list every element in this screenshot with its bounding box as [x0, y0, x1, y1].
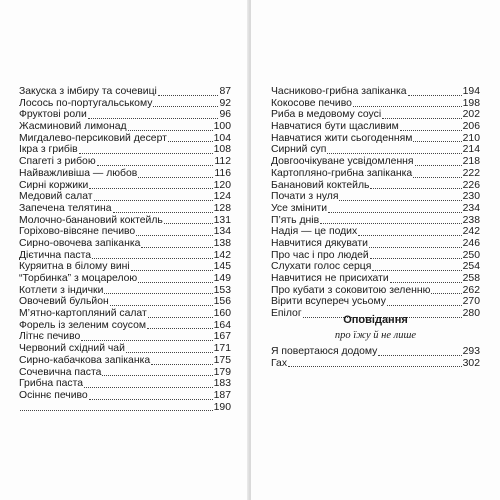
- toc-entry: [19, 250, 231, 262]
- toc-entry: [271, 156, 480, 168]
- dot-leader: [92, 258, 213, 259]
- entry-title: Літнє печиво: [19, 331, 81, 343]
- entry-page-number: 112: [214, 156, 231, 168]
- entry-page-number: 92: [219, 97, 231, 109]
- entry-page-number: 280: [462, 308, 480, 320]
- dot-leader: [288, 366, 462, 367]
- toc-stories: [271, 346, 480, 369]
- toc-entry: [19, 226, 231, 238]
- dot-leader: [168, 141, 213, 142]
- toc-entry: [19, 378, 231, 390]
- dot-leader: [378, 355, 461, 356]
- toc-entry: [19, 86, 231, 98]
- entry-title: Я повертаюся додому: [271, 346, 378, 357]
- entry-page-number: 293: [462, 346, 480, 357]
- entry-page-number: 258: [462, 273, 480, 284]
- toc-entry: [19, 296, 231, 308]
- entry-title: Епілог: [271, 308, 302, 320]
- toc-entry: [19, 238, 231, 250]
- toc-entry: [271, 109, 480, 121]
- entry-title: Усе змінити: [271, 202, 328, 214]
- dot-leader: [382, 118, 462, 119]
- toc-entry: [271, 226, 480, 238]
- entry-page-number: 87: [219, 86, 231, 97]
- entry-page-number: 96: [219, 109, 231, 121]
- dot-leader: [164, 223, 213, 224]
- entry-page-number: 218: [462, 156, 480, 168]
- dot-leader: [327, 153, 461, 154]
- dot-leader: [387, 305, 462, 306]
- toc-entry: [19, 144, 231, 156]
- toc-entry: [271, 273, 480, 285]
- entry-title: Сирні коржики: [19, 179, 89, 191]
- toc-entry: [271, 203, 480, 215]
- entry-title: Запечена телятина: [19, 202, 112, 214]
- dot-leader: [89, 188, 212, 189]
- entry-page-number: 142: [213, 249, 231, 261]
- entry-page-number: 160: [213, 308, 231, 320]
- entry-page-number: 116: [214, 167, 231, 179]
- entry-title: М’ятно-картопляний салат: [19, 308, 147, 320]
- entry-page-number: 179: [213, 366, 231, 378]
- toc-entry: [271, 133, 480, 145]
- toc-entry: [19, 121, 231, 133]
- entry-title: Риба в медовому соусі: [271, 109, 382, 121]
- dot-leader: [370, 188, 461, 189]
- entry-title: Лосось по-португальському: [19, 97, 153, 109]
- entry-page-number: 198: [462, 97, 480, 109]
- entry-page-number: 270: [462, 296, 480, 308]
- dot-leader: [141, 247, 212, 248]
- dot-leader: [148, 317, 213, 318]
- entry-title: Мигдалево-персиковий десерт: [19, 132, 167, 144]
- entry-page-number: 149: [213, 273, 231, 284]
- entry-page-number: 124: [213, 191, 231, 203]
- entry-page-number: 104: [213, 132, 231, 144]
- toc-entry: [271, 215, 480, 227]
- entry-title: Спагеті з рибою: [19, 156, 96, 168]
- dot-leader: [94, 200, 213, 201]
- dot-leader: [138, 177, 213, 178]
- entry-title: Навчатися бути щасливим: [271, 121, 399, 133]
- dot-leader: [431, 293, 461, 294]
- toc-entry: [271, 250, 480, 262]
- entry-page-number: 120: [213, 179, 231, 191]
- dot-leader: [413, 177, 462, 178]
- entry-title: Жасминовий лимонад: [19, 121, 127, 133]
- entry-title: Червоний східний чай: [19, 343, 125, 355]
- entry-title: Молочно-банановий коктейль: [19, 214, 163, 226]
- entry-title: Куряитна в білому вині: [19, 261, 130, 273]
- dot-leader: [153, 106, 218, 107]
- entry-page-number: 164: [213, 319, 231, 331]
- toc-entry: [271, 121, 480, 133]
- toc-entry: [271, 261, 480, 273]
- toc-entry: [19, 331, 231, 343]
- dot-leader: [390, 282, 462, 283]
- dot-leader: [89, 399, 213, 400]
- toc-entry: [271, 238, 480, 250]
- entry-page-number: 254: [462, 261, 480, 273]
- entry-title: Гах: [271, 357, 288, 369]
- entry-page-number: 171: [213, 343, 231, 355]
- toc-entry: [271, 285, 480, 297]
- left-page: [0, 0, 249, 500]
- right-page: [251, 0, 500, 500]
- dot-leader: [131, 270, 213, 271]
- dot-leader: [372, 270, 461, 271]
- entry-page-number: 175: [213, 354, 231, 366]
- toc-entry: [19, 355, 231, 367]
- dot-leader: [328, 212, 462, 213]
- entry-page-number: 190: [213, 401, 231, 413]
- toc-entry: [19, 320, 231, 332]
- entry-title: Форель із зеленим соусом: [19, 319, 146, 331]
- toc-entry: [19, 180, 231, 192]
- dot-leader: [128, 130, 213, 131]
- entry-title: Кокосове печиво: [271, 97, 352, 109]
- entry-page-number: 194: [462, 86, 480, 97]
- entry-title: Про кубати з соковитою зеленню: [271, 284, 431, 296]
- entry-page-number: 202: [462, 109, 480, 121]
- entry-title: Дієтична паста: [19, 249, 92, 261]
- entry-page-number: 145: [213, 261, 231, 273]
- entry-page-number: 250: [462, 249, 480, 261]
- entry-page-number: 167: [213, 331, 231, 343]
- toc-entry: [19, 203, 231, 215]
- entry-title: Осіннє печиво: [19, 389, 88, 401]
- toc-entry: [271, 296, 480, 308]
- entry-title: П’ять днів: [271, 214, 320, 226]
- entry-page-number: 234: [462, 202, 480, 214]
- toc-entry: [19, 343, 231, 355]
- entry-page-number: 138: [213, 237, 231, 249]
- toc-entry: [271, 191, 480, 203]
- dot-leader: [79, 153, 213, 154]
- entry-page-number: 246: [462, 237, 480, 249]
- toc-right: [271, 86, 480, 320]
- toc-entry: [19, 215, 231, 227]
- entry-page-number: 128: [213, 202, 231, 214]
- entry-title: Закуска з імбиру та сочевиці: [19, 86, 157, 97]
- toc-entry: [271, 168, 480, 180]
- toc-entry: [19, 133, 231, 145]
- entry-page-number: 302: [462, 357, 480, 369]
- toc-entry: [19, 191, 231, 203]
- toc-entry: [271, 358, 480, 370]
- entry-page-number: 206: [462, 121, 480, 133]
- entry-title: Про час і про людей: [271, 249, 369, 261]
- dot-leader: [138, 282, 212, 283]
- entry-title: Вірити всупереч усьому: [271, 296, 386, 308]
- toc-entry: [19, 156, 231, 168]
- entry-title: Навчатися жити сьогоденням: [271, 132, 413, 144]
- dot-leader: [400, 130, 462, 131]
- dot-leader: [104, 293, 212, 294]
- toc-entry: [271, 86, 480, 98]
- entry-title: Надія — це подих: [271, 226, 358, 238]
- section-subtitle: про їжу й не лише: [334, 330, 417, 341]
- entry-title: Картопляно-грибна запіканка: [271, 167, 413, 179]
- entry-title: Часниково-грибна запіканка: [271, 86, 407, 97]
- dot-leader: [320, 223, 462, 224]
- entry-page-number: 153: [213, 284, 231, 296]
- dot-leader: [415, 165, 462, 166]
- entry-title: Навчитися не присихати: [271, 273, 389, 284]
- dot-leader: [369, 247, 462, 248]
- entry-title: Навчитися дякувати: [271, 237, 368, 249]
- toc-entry: [19, 308, 231, 320]
- entry-page-number: 100: [213, 121, 231, 133]
- toc-entry: [271, 346, 480, 358]
- entry-title: Банановий коктейль: [271, 179, 370, 191]
- entry-page-number: 156: [213, 296, 231, 308]
- entry-page-number: 108: [213, 144, 231, 156]
- toc-entry: [19, 168, 231, 180]
- entry-page-number: 187: [213, 389, 231, 401]
- toc-entry: [271, 144, 480, 156]
- entry-title: Овочевий бульйон: [19, 296, 109, 308]
- toc-left: [19, 86, 231, 413]
- dot-leader: [97, 165, 214, 166]
- dot-leader: [358, 235, 461, 236]
- entry-page-number: 131: [213, 214, 231, 226]
- stories-section: [251, 313, 500, 342]
- entry-page-number: 210: [462, 132, 480, 144]
- entry-page-number: 134: [213, 226, 231, 238]
- entry-title: Медовий салат: [19, 191, 93, 203]
- dot-leader: [102, 375, 212, 376]
- entry-title: Найважливіша — любов: [19, 167, 138, 179]
- section-heading: Оповідання: [343, 314, 408, 326]
- entry-title: Сирний суп: [271, 144, 327, 156]
- dot-leader: [81, 340, 212, 341]
- entry-title: Сочевична паста: [19, 366, 102, 378]
- toc-entry: [271, 98, 480, 110]
- entry-page-number: 226: [462, 179, 480, 191]
- dot-leader: [113, 212, 213, 213]
- entry-title: Почати з нуля: [271, 191, 339, 203]
- toc-entry: [19, 367, 231, 379]
- entry-title: Горіхово-вівсяне печиво: [19, 226, 136, 238]
- dot-leader: [408, 95, 462, 96]
- entry-title: Котлети з індички: [19, 284, 104, 296]
- dot-leader: [126, 352, 213, 353]
- toc-entry: [19, 390, 231, 402]
- dot-leader: [84, 387, 213, 388]
- toc-entry: [19, 273, 231, 285]
- dot-leader: [20, 410, 213, 411]
- toc-entry: [19, 402, 231, 414]
- entry-page-number: 214: [462, 144, 480, 156]
- entry-title: “Торбинка” з моцарелою: [19, 273, 138, 284]
- dot-leader: [151, 364, 213, 365]
- dot-leader: [88, 118, 219, 119]
- toc-entry: [19, 109, 231, 121]
- entry-page-number: 183: [213, 378, 231, 390]
- entry-page-number: 242: [462, 226, 480, 238]
- dot-leader: [370, 258, 462, 259]
- dot-leader: [136, 235, 212, 236]
- entry-page-number: 238: [462, 214, 480, 226]
- dot-leader: [353, 106, 462, 107]
- toc-entry: [271, 180, 480, 192]
- dot-leader: [147, 328, 213, 329]
- toc-entry: [19, 98, 231, 110]
- entry-title: Фруктові роли: [19, 109, 87, 121]
- entry-title: Слухати голос серця: [271, 261, 372, 273]
- entry-page-number: 230: [462, 191, 480, 203]
- dot-leader: [339, 200, 461, 201]
- entry-title: Сирно-кабачкова запіканка: [19, 354, 151, 366]
- dot-leader: [158, 95, 219, 96]
- entry-page-number: 262: [462, 284, 480, 296]
- toc-entry: [19, 261, 231, 273]
- toc-entry: [19, 285, 231, 297]
- entry-title: Ікра з грибів: [19, 144, 78, 156]
- entry-title: Довгоочікуване усвідомлення: [271, 156, 414, 168]
- dot-leader: [413, 141, 461, 142]
- dot-leader: [110, 305, 213, 306]
- entry-title: Сирно-овочева запіканка: [19, 237, 141, 249]
- entry-page-number: 222: [462, 167, 480, 179]
- entry-title: Грибна паста: [19, 378, 84, 390]
